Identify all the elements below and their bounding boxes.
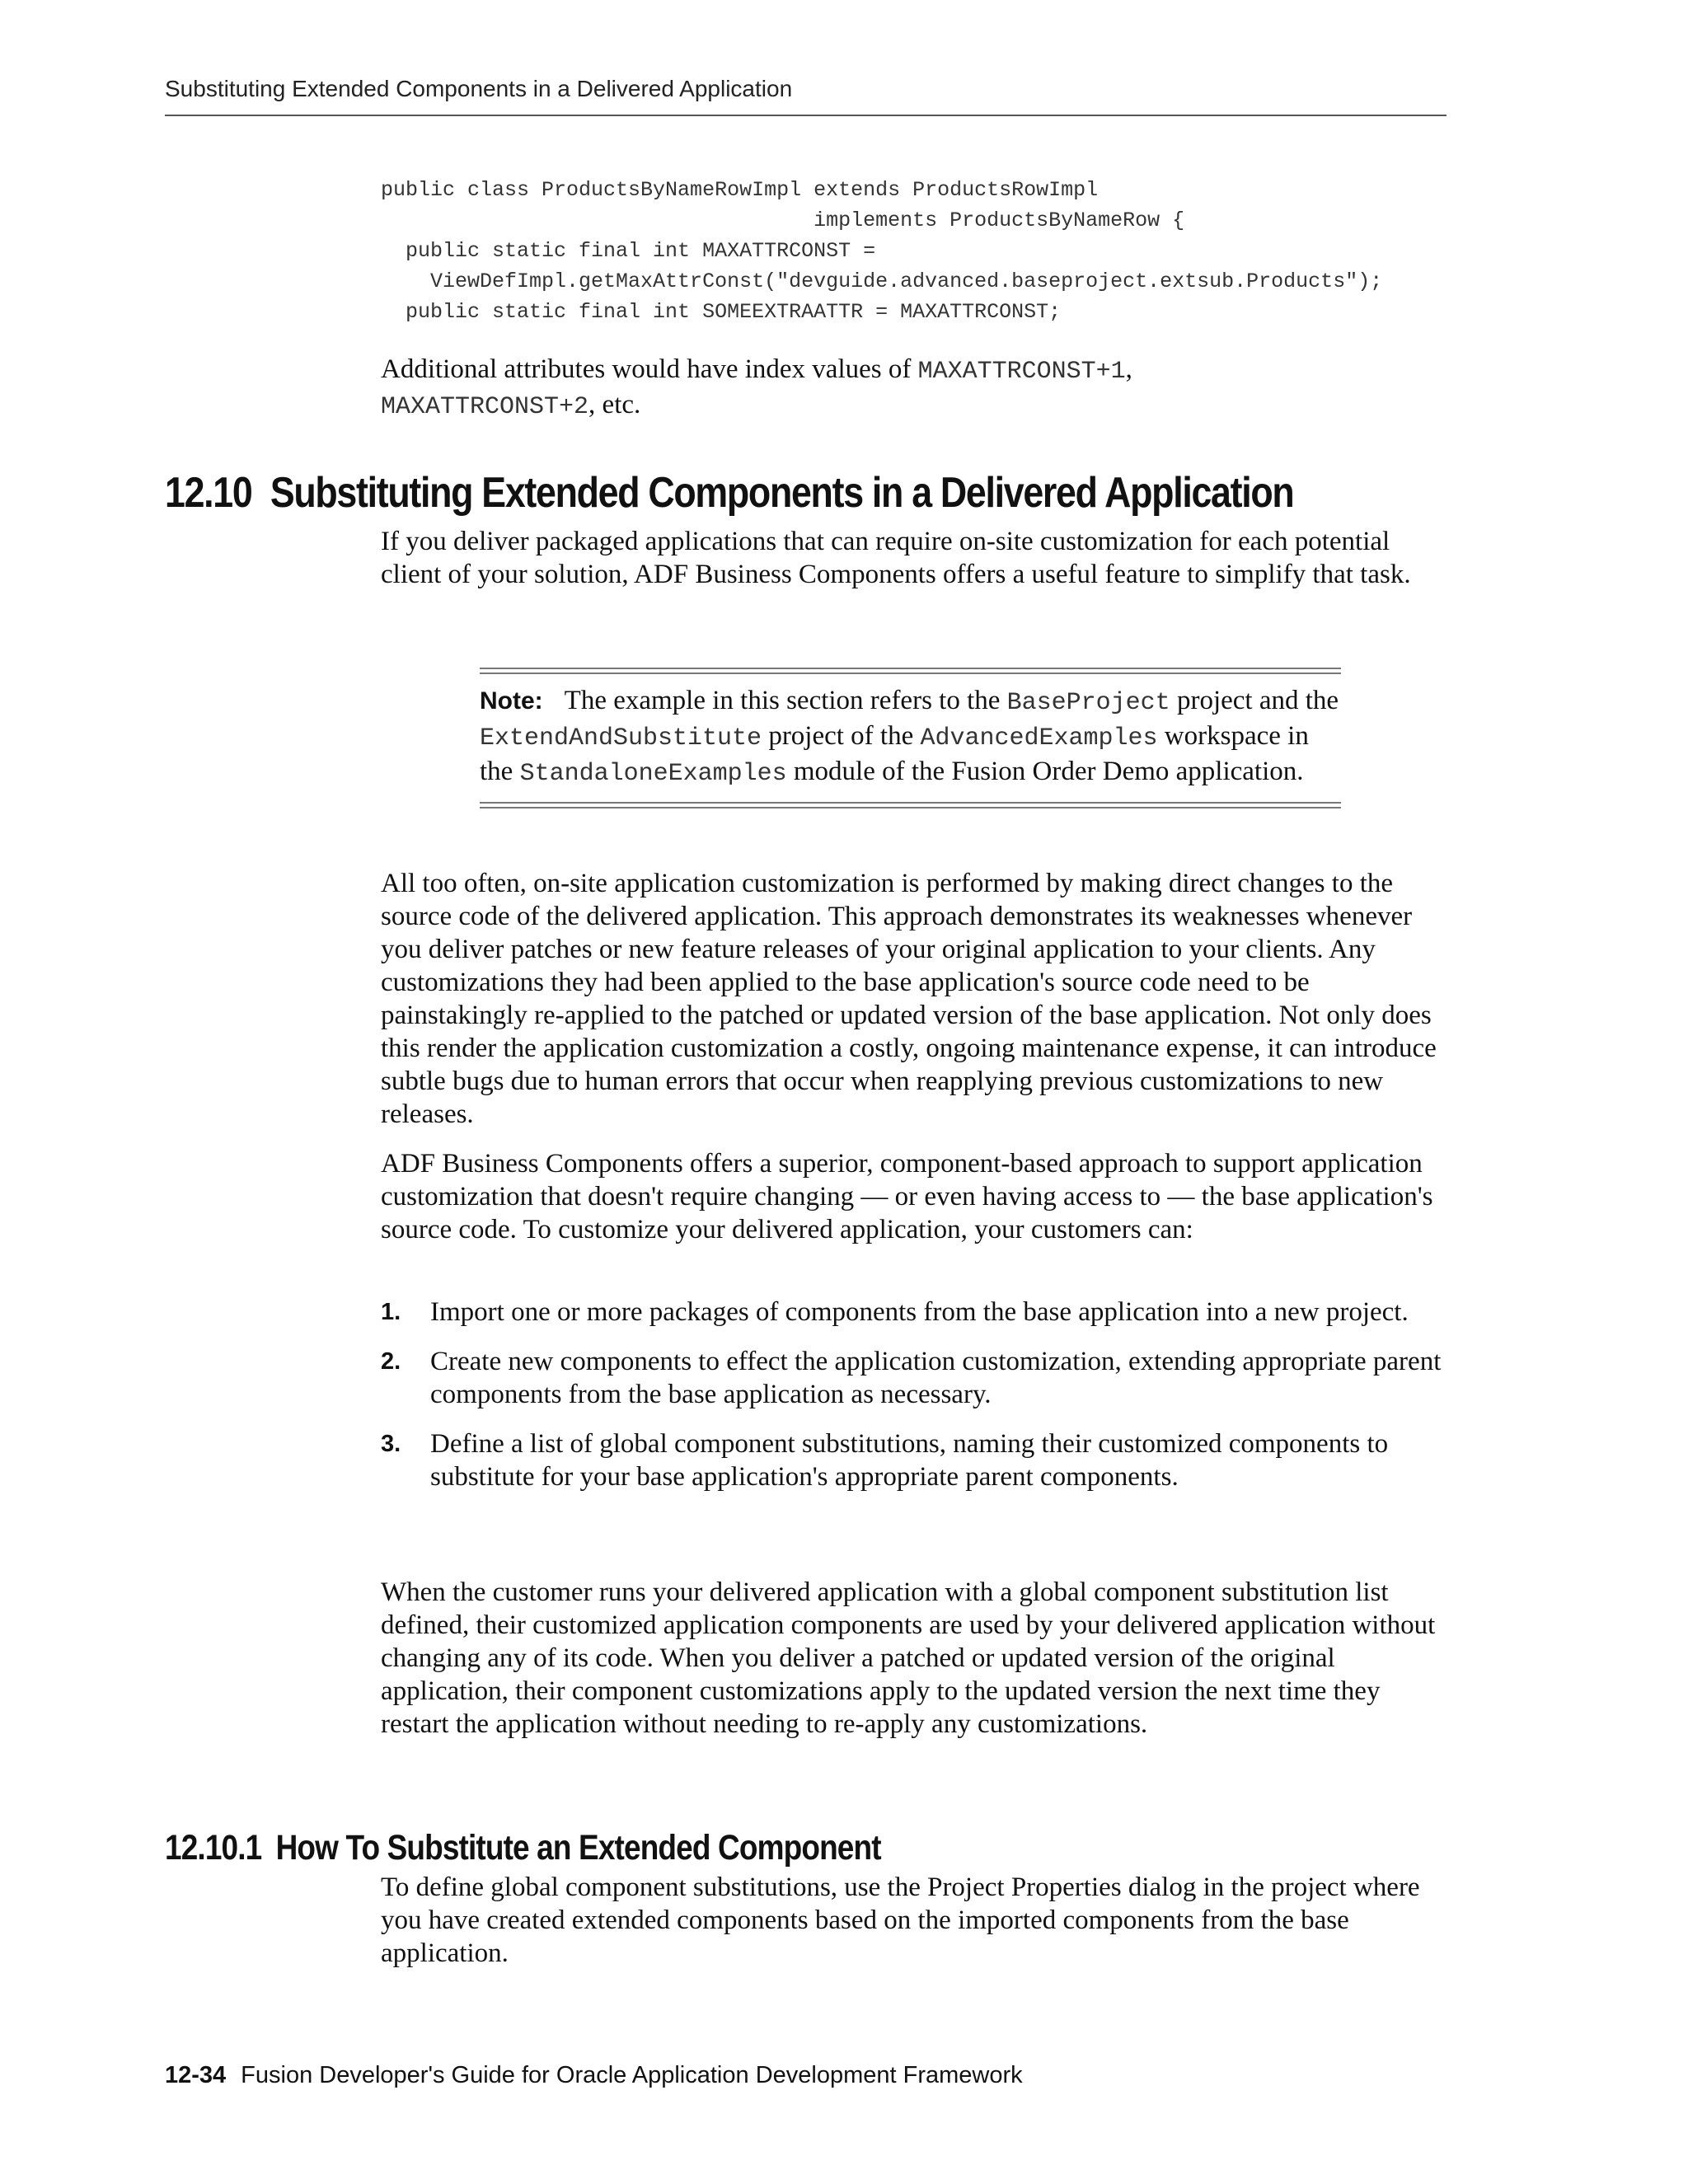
page-footer: [165, 2062, 1023, 2089]
list-item: 2. Create new components to effect the application customization, extending appropriate parent components from the base application as necessary.: [381, 1347, 1442, 1409]
page-number: 12-34: [165, 2062, 227, 2088]
paragraph-customization-problem: All too often, on-site application customization is performed by making direct changes to the source code of the delivered application. This approach demonstrates its weaknesses whenever you deliver patches or new feature releases of your original application to your clients. Any customizations they had been applied to the base application's source code need to be painstakingly re-applied to the patched or updated version of the base application. Not only does this render the application customization a costly, ongoing maintenance expense, it can introduce subtle bugs due to human errors that occur when reapplying previous customizations to new releases.: [381, 869, 1437, 1129]
code-line: ViewDefImpl.getMaxAttrConst("devguide.advanced.baseproject.extsub.Products");: [381, 269, 1383, 293]
steps-list: [381, 1296, 1452, 1493]
code-line: public static final int MAXATTRCONST =: [381, 239, 876, 263]
note-box: [480, 668, 1341, 808]
code-line: public class ProductsByNameRowImpl extends ProductsRowImpl: [381, 178, 1099, 202]
header-rule: [165, 115, 1447, 116]
note-top-rule: [480, 668, 1341, 674]
code-line: public static final int SOMEEXTRAATTR = MAXATTRCONST;: [381, 300, 1062, 324]
section-heading: 12.10 Substituting Extended Components in a Delivered Application: [165, 469, 1294, 517]
intro-paragraph: Additional attributes would have index values of MAXATTRCONST+1, MAXATTRCONST+2, etc.: [381, 354, 1132, 421]
note-bottom-rule: [480, 802, 1341, 808]
subsection-text: To define global component substitutions, use the Project Properties dialog in the project where you have created extended components based on the imported components from the base application.: [381, 1872, 1420, 1968]
subsection-heading: 12.10.1 How To Substitute an Extended Component: [165, 1828, 881, 1868]
note-label: Note:: [480, 687, 543, 715]
paragraph-adf-approach: ADF Business Components offers a superior, component-based approach to support application customization that doesn't require changing — or even having access to — the base application's source code. To customize your delivered application, your customers can:: [381, 1149, 1433, 1244]
code-line: implements ProductsByNameRow {: [381, 209, 1185, 232]
list-item: 1. Import one or more packages of components from the base application into a new project.: [381, 1297, 1409, 1327]
running-header: Substituting Extended Components in a Delivered Application: [165, 76, 793, 101]
section-intro: If you deliver packaged applications that can require on-site customization for each potential client of your solution, ADF Business Components offers a useful feature to simplify that task.: [381, 527, 1411, 589]
code-block: [381, 175, 1382, 327]
paragraph-substitution-result: When the customer runs your delivered application with a global component substitution list defined, their customized application components are used by your delivered application without changing any of its code. When you deliver a patched or updated version of the original application, their component customizations apply to the updated version the next time they restart the application without needing to re-apply any customizations.: [381, 1577, 1436, 1739]
note-text: Note: The example in this section refers to the BaseProject project and the ExtendAndSubstitute project of the AdvancedExamples workspace in the StandaloneExamples module of the Fusion Order Demo application.: [480, 686, 1339, 788]
book-title: Fusion Developer's Guide for Oracle Application Development Framework: [241, 2062, 1023, 2088]
list-item: 3. Define a list of global component substitutions, naming their customized components to substitute for your base application's appropriate parent components.: [381, 1429, 1389, 1492]
